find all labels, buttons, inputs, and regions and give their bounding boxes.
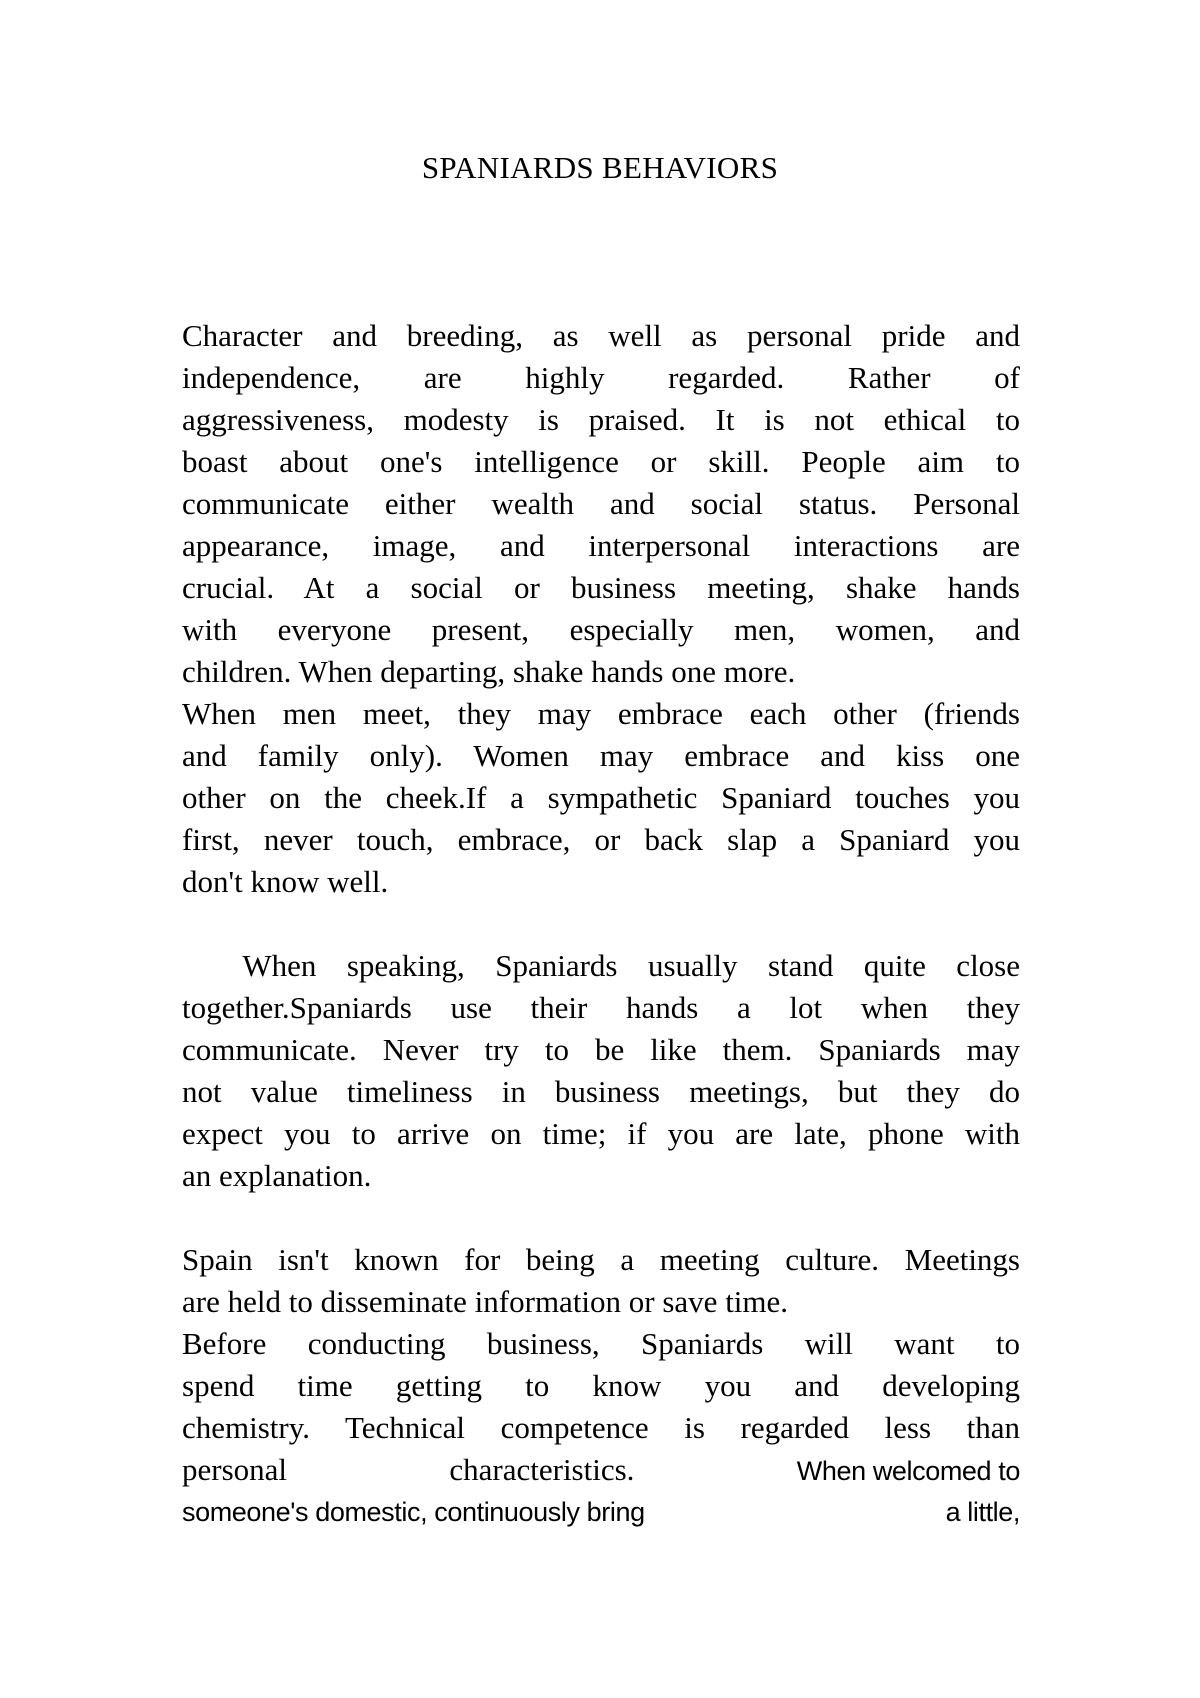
body-line: aggressiveness, modesty is praised. It is not ethical to	[182, 402, 1020, 437]
body-line: expect you to arrive on time; if you are late, phone with	[182, 1116, 1020, 1151]
body-line: an explanation.	[182, 1158, 372, 1193]
body-line: communicate either wealth and social status. Personal	[182, 486, 1020, 521]
body-line: are held to disseminate information or save time.	[182, 1284, 789, 1319]
body-line: and family only). Women may embrace and kiss one	[182, 738, 1020, 773]
body-line: don't know well.	[182, 864, 389, 899]
line-fragment: someone's domestic, continuously bring	[182, 1497, 645, 1527]
body-line: appearance, image, and interpersonal interactions are	[182, 528, 1020, 563]
line-fragment: characteristics.	[449, 1452, 635, 1487]
body-line: chemistry. Technical competence is regarded less than	[182, 1410, 1020, 1445]
body-line: Spain isn't known for being a meeting culture. Meetings	[182, 1242, 1020, 1277]
body-line: with everyone present, especially men, women, and	[182, 612, 1020, 647]
body-line: communicate. Never try to be like them. Spaniards may	[182, 1032, 1020, 1067]
document-body	[182, 315, 1020, 1533]
body-line-mixed	[182, 1491, 1020, 1533]
body-line: spend time getting to know you and developing	[182, 1368, 1020, 1403]
body-line: children. When departing, shake hands one more.	[182, 654, 796, 689]
body-line: Character and breeding, as well as personal pride and	[182, 318, 1020, 353]
body-line: When speaking, Spaniards usually stand quite close	[182, 948, 1020, 983]
body-line: not value timeliness in business meetings, but they do	[182, 1074, 1020, 1109]
blank-line	[182, 903, 1020, 945]
body-line: first, never touch, embrace, or back slap a Spaniard you	[182, 822, 1020, 857]
body-line: together.Spaniards use their hands a lot when they	[182, 990, 1020, 1025]
body-line: other on the cheek.If a sympathetic Spaniard touches you	[182, 780, 1020, 815]
line-fragment: personal	[182, 1452, 288, 1487]
body-line-mixed	[182, 1449, 1020, 1491]
body-line: When men meet, they may embrace each other (friends	[182, 696, 1020, 731]
body-line: boast about one's intelligence or skill. People aim to	[182, 444, 1020, 479]
line-fragment: When welcomed to	[796, 1456, 1020, 1486]
line-fragment: a little,	[945, 1497, 1020, 1527]
document-title: SPANIARDS BEHAVIORS	[421, 150, 779, 185]
body-line: crucial. At a social or business meeting, shake hands	[182, 570, 1020, 605]
body-line: independence, are highly regarded. Rather of	[182, 360, 1020, 395]
body-line: Before conducting business, Spaniards will want to	[182, 1326, 1020, 1361]
blank-line	[182, 1197, 1020, 1239]
